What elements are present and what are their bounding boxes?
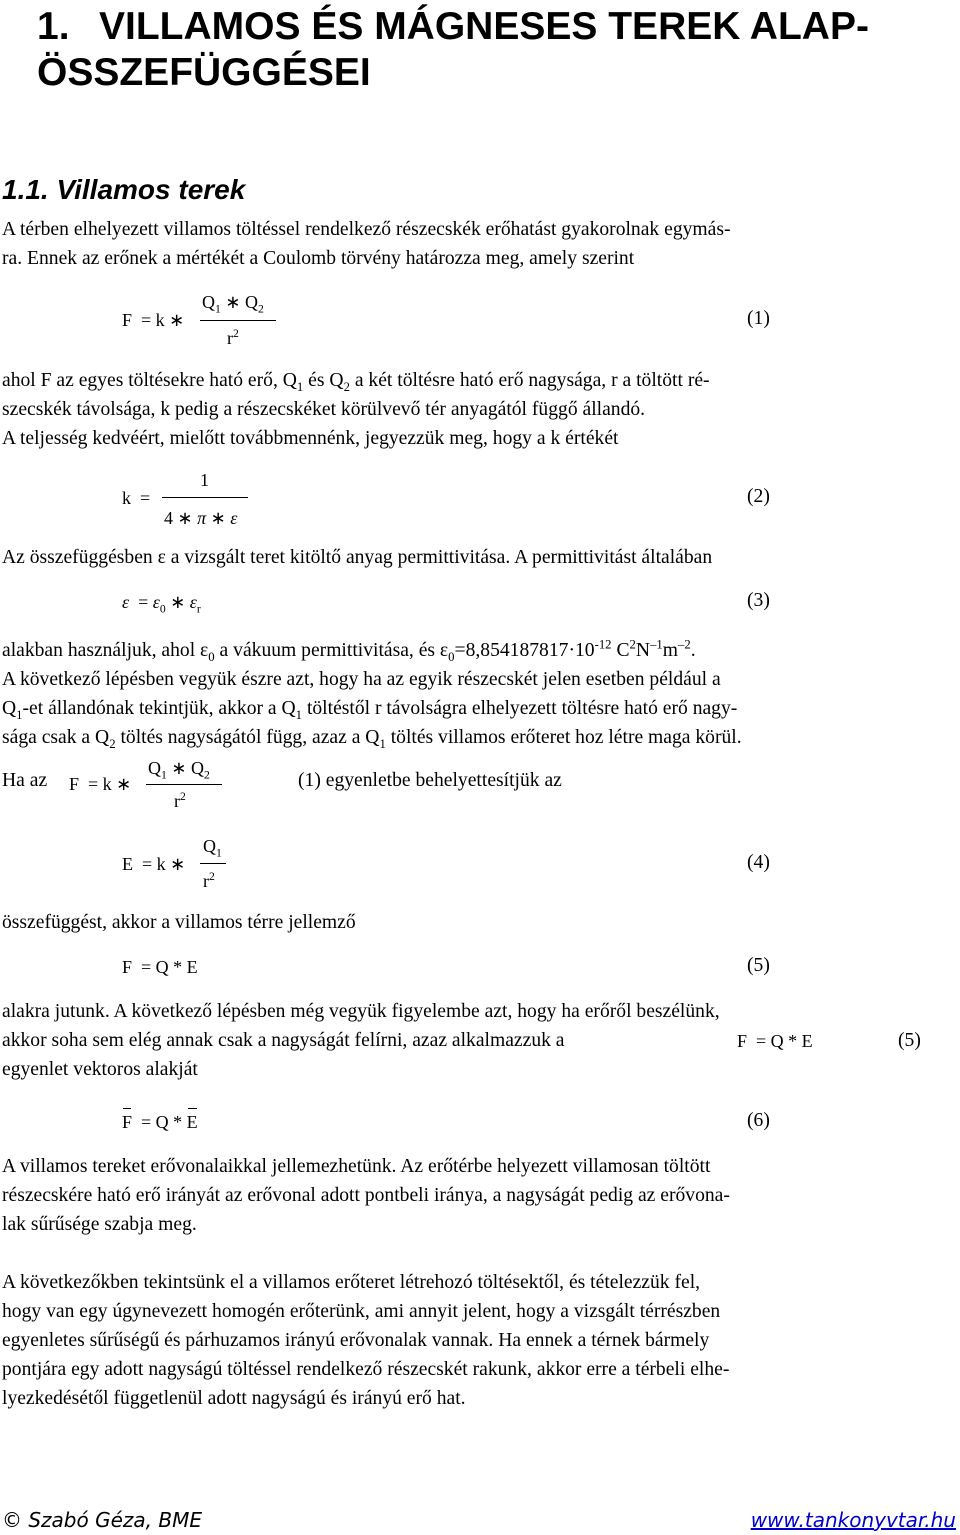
paragraph-field xyxy=(2,908,956,937)
eq-subscript: 2 xyxy=(257,302,264,316)
eq-symbol: = xyxy=(142,854,153,874)
text-span: =8,854187817·10 xyxy=(454,640,595,661)
eq-subscript: r xyxy=(196,602,201,616)
eq-superscript: 2 xyxy=(180,790,186,803)
subscript: 1 xyxy=(295,707,303,722)
eq-symbol: r xyxy=(203,871,209,891)
superscript: –1 xyxy=(650,637,663,652)
subscript: 1 xyxy=(296,379,304,394)
eq-symbol: E xyxy=(122,854,133,874)
superscript: 2 xyxy=(629,637,636,652)
text-span: és Q xyxy=(303,370,344,391)
eq-symbol: = xyxy=(141,957,152,977)
eq-symbol: π xyxy=(197,508,207,528)
fraction-bar xyxy=(162,497,248,498)
superscript: -12 xyxy=(594,637,612,652)
paragraph-line: hogy van egy úgynevezett homogén erőterünk, ami annyit jelent, hogy a vizsgált térrészben xyxy=(2,1301,721,1322)
eq-symbol: ∗ xyxy=(169,310,185,330)
equation-3: $\varepsilon = \varepsilon_0$ ∗ $\varepsilon_r$ (3) xyxy=(122,590,770,616)
eq-symbol: ∗ xyxy=(171,758,187,778)
eq-symbol: E xyxy=(801,1031,813,1051)
equation-1 xyxy=(0,290,960,350)
eq-subscript: 2 xyxy=(203,768,210,782)
paragraph-line: lyezkedésétől függetlenül adott nagyságú és irányú erő hat. xyxy=(2,1388,466,1409)
fraction-bar xyxy=(200,863,226,864)
eq-symbol: = xyxy=(138,592,149,612)
paragraph-line xyxy=(2,723,956,752)
eq-symbol: = xyxy=(140,488,151,508)
page-footer xyxy=(0,1508,960,1534)
eq-symbol: = xyxy=(88,774,99,794)
paragraph-line: összefüggést, akkor a villamos térre jellemző xyxy=(2,912,356,933)
eq-symbol: F xyxy=(122,310,133,330)
eq-symbol: ∗ xyxy=(225,292,241,312)
paragraph-vacuum xyxy=(2,636,956,752)
eq-symbol: Q xyxy=(155,957,169,977)
paragraph-line xyxy=(2,636,956,665)
eq-symbol: E xyxy=(186,957,198,977)
text-span: töltés nagyságától függ, azaz a Q xyxy=(115,727,380,748)
paragraph-line xyxy=(2,366,956,395)
paragraph-line: A következő lépésben vegyük észre azt, hogy ha az egyik részecskét jelen esetben például a xyxy=(2,669,721,690)
eq-symbol: Q xyxy=(203,836,216,856)
paragraph-field-lines xyxy=(2,1152,956,1239)
eq-subscript: 1 xyxy=(215,302,221,316)
eq-symbol: F xyxy=(122,1112,133,1132)
eq-superscript: 2 xyxy=(233,327,239,340)
equation-reference: (5) xyxy=(898,1030,921,1051)
paragraph-line: A teljesség kedvéért, mielőtt továbbmennénk, jegyezzük meg, hogy a k értékét xyxy=(2,428,619,449)
paragraph-line: ra. Ennek az erőnek a mértékét a Coulomb törvény határozza meg, amely szerint xyxy=(2,248,635,269)
equation-number: (4) xyxy=(747,852,770,873)
equation-4: E = k ∗ $Q_1$ $r^2$ (4) xyxy=(122,836,770,891)
text-span: töltés villamos erőteret hoz létre maga körül. xyxy=(385,727,742,748)
text-span: sága csak a Q xyxy=(2,727,110,748)
eq-symbol: = xyxy=(141,1112,152,1132)
fraction-bar xyxy=(146,784,222,785)
eq-symbol: Q xyxy=(148,758,161,778)
text-span: C xyxy=(611,640,630,661)
superscript: –2 xyxy=(678,637,691,652)
chapter-title-line1: VILLAMOS ÉS MÁGNESES TEREK ALAP- xyxy=(99,5,869,48)
equation-2: k = 1 4 ∗ π ∗ ε (2) xyxy=(122,470,770,528)
text-span: . xyxy=(690,640,696,661)
subscript: 2 xyxy=(109,736,116,751)
text-span: a két töltésre ható erő nagysága, r a töltött ré- xyxy=(349,370,710,391)
eq-symbol: * xyxy=(173,1112,183,1132)
paragraph-intro xyxy=(2,215,956,273)
subscript: 0 xyxy=(208,649,215,664)
eq-symbol: F xyxy=(737,1031,748,1051)
eq-symbol: F xyxy=(69,774,80,794)
text-span: ahol F az egyes töltésekre ható erő, Q xyxy=(2,370,297,391)
eq-symbol: * xyxy=(173,957,183,977)
equation-number: (1) xyxy=(747,308,770,329)
text-span: alakban használjuk, ahol ε xyxy=(2,640,209,661)
chapter-title-line2: ÖSSZEFÜGGÉSEI xyxy=(37,51,371,94)
text-span: a vákuum permittivitása, és ε xyxy=(214,640,449,661)
paragraph-permittivity xyxy=(2,543,956,572)
text-span: N xyxy=(635,640,651,661)
paragraph-line: A térben elhelyezett villamos töltéssel rendelkező részecskék erőhatást gyakorolnak egymás- xyxy=(2,219,731,240)
paragraph-line xyxy=(2,1026,956,1055)
eq-symbol: 1 xyxy=(200,470,209,490)
equation-number: (5) xyxy=(747,955,770,976)
eq-symbol: 4 xyxy=(164,508,173,528)
eq-symbol: r xyxy=(227,328,233,348)
eq-symbol: = xyxy=(756,1031,767,1051)
chapter-number: 1. xyxy=(37,5,70,48)
chapter-title xyxy=(0,4,960,96)
eq-symbol: k xyxy=(155,310,165,330)
fraction-bar xyxy=(200,320,276,321)
eq-symbol: Q xyxy=(770,1031,784,1051)
subscript: 0 xyxy=(448,649,455,664)
paragraph-line: szecskék távolsága, k pedig a részecskéket körülvevő tér anyagától függő állandó. xyxy=(2,399,646,420)
eq-symbol: k xyxy=(156,854,166,874)
eq-symbol: Q xyxy=(190,758,204,778)
eq-symbol: Q xyxy=(244,292,258,312)
text-span: akkor soha sem elég annak csak a nagyságát felírni, azaz alkalmazzuk a xyxy=(2,1030,565,1051)
paragraph-line xyxy=(2,694,956,723)
inline-equation-1 xyxy=(0,756,960,816)
footer-website-link[interactable]: www.tankonyvtar.hu xyxy=(750,1508,956,1532)
equation-6 xyxy=(0,1110,960,1140)
text-span: Q xyxy=(2,698,17,719)
eq-symbol: Q xyxy=(202,292,215,312)
eq-subscript: 1 xyxy=(216,846,222,860)
paragraph-vector xyxy=(2,997,956,1084)
eq-symbol: F xyxy=(122,957,133,977)
eq-symbol: E xyxy=(186,1112,198,1132)
paragraph-line: egyenletes sűrűségű és párhuzamos irányú erővonalak vannak. Ha ennek a térnek bármely xyxy=(2,1330,710,1351)
paragraph-line: egyenlet vektoros alakját xyxy=(2,1059,198,1080)
paragraph-line: A villamos tereket erővonalaikkal jellemezhetünk. Az erőtérbe helyezett villamosan töltött xyxy=(2,1156,711,1177)
paragraph-line: A következőkben tekintsünk el a villamos erőteret létrehozó töltésektől, és tételezzük fel, xyxy=(2,1272,701,1293)
equation-number: (2) xyxy=(747,486,770,507)
text-span: Ha az xyxy=(2,770,48,791)
paragraph-line: Az összefüggésben ε a vizsgált teret kitöltő anyag permittivitása. A permittivitást általában xyxy=(2,547,713,568)
paragraph-homogeneous xyxy=(2,1268,956,1413)
eq-symbol: * xyxy=(788,1031,798,1051)
text-span: töltéstől r távolságra elhelyezett töltésre ható erő nagy- xyxy=(302,698,738,719)
paragraph-line: alakra jutunk. A következő lépésben még vegyük figyelembe azt, hogy ha erőről beszélünk, xyxy=(2,1001,720,1022)
paragraph-line: pontjára egy adott nagyságú töltéssel rendelkező részecskét rakunk, akkor erre a térbeli elhe- xyxy=(2,1359,730,1380)
eq-symbol: Q xyxy=(155,1112,169,1132)
text-span: -et állandónak tekintjük, akkor a Q xyxy=(22,698,296,719)
eq-symbol: ε xyxy=(152,592,160,612)
subscript: 2 xyxy=(343,379,350,394)
eq-symbol: ε xyxy=(230,508,238,528)
eq-symbol: k xyxy=(102,774,112,794)
subscript: 1 xyxy=(16,707,23,722)
equation-5 xyxy=(0,955,960,985)
paragraph-line: lak sűrűsége szabja meg. xyxy=(2,1214,197,1235)
paragraph-definitions xyxy=(2,366,956,453)
eq-symbol: ε xyxy=(122,592,130,612)
equation-number: (6) xyxy=(747,1110,770,1131)
eq-symbol: r xyxy=(174,791,180,811)
equation-number: (3) xyxy=(747,590,770,611)
eq-superscript: 2 xyxy=(209,870,215,883)
eq-subscript: 1 xyxy=(161,768,167,782)
eq-subscript: 0 xyxy=(159,602,166,616)
paragraph-line: részecskére ható erő irányát az erővonal adott pontbeli iránya, a nagyságát pedig az erővona- xyxy=(2,1185,730,1206)
subscript: 1 xyxy=(379,736,386,751)
section-title: 1.1. Villamos terek xyxy=(2,174,246,205)
eq-symbol: k xyxy=(122,488,131,508)
text-span: m xyxy=(662,640,679,661)
eq-symbol: ε xyxy=(189,592,197,612)
footer-copyright: © Szabó Géza, BME xyxy=(2,1508,202,1532)
eq-symbol: ∗ xyxy=(116,774,132,794)
eq-symbol: = xyxy=(141,310,152,330)
text-span: (1) egyenletbe behelyettesítjük az xyxy=(298,770,562,791)
